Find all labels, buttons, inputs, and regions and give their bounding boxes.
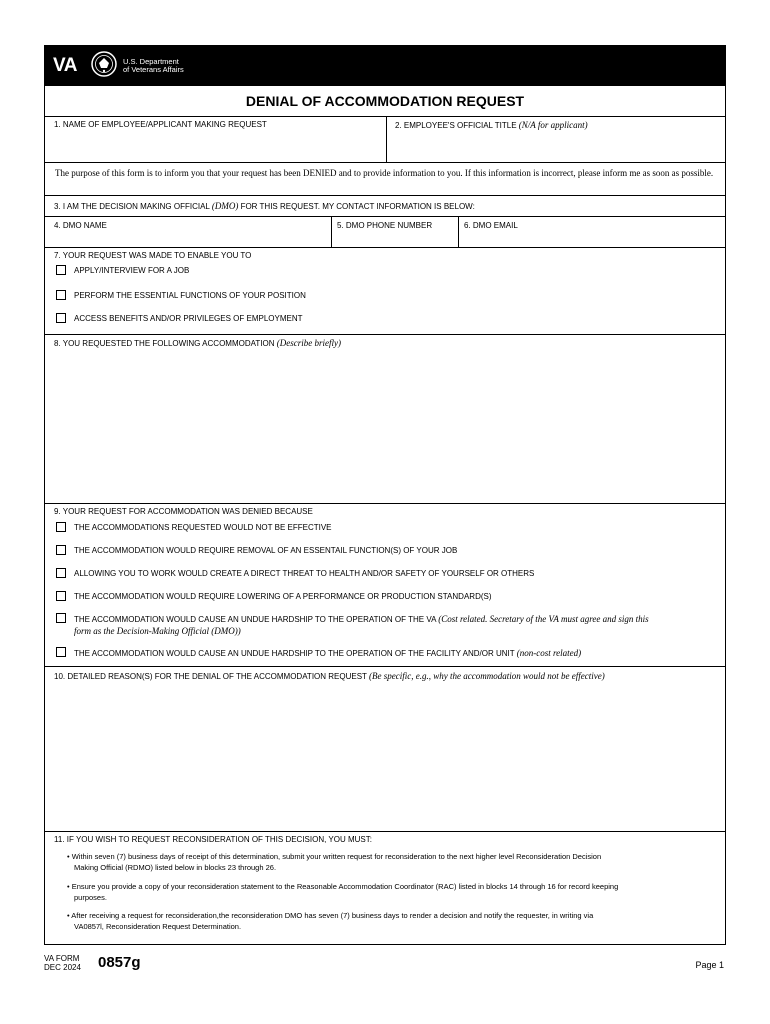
va-seal-icon [91, 51, 117, 77]
checkbox-undue-hardship-facility[interactable] [56, 647, 66, 657]
dmo-email-label: 6. DMO EMAIL [464, 221, 518, 230]
reconsideration-label: 11. IF YOU WISH TO REQUEST RECONSIDERATION OF THIS DECISION, YOU MUST: [54, 835, 372, 844]
checkbox-access-benefits-label: ACCESS BENEFITS AND/OR PRIVILEGES OF EMPLOYMENT [74, 314, 303, 323]
checkbox-remove-essential-function[interactable] [56, 545, 66, 555]
checkbox-remove-essential-function-label: THE ACCOMMODATION WOULD REQUIRE REMOVAL OF AN ESSENTAIL FUNCTION(S) OF YOUR JOB [74, 546, 458, 555]
denial-reason-label: 9. YOUR REQUEST FOR ACCOMMODATION WAS DENIED BECAUSE [54, 507, 313, 516]
accommodation-requested-label: 8. YOU REQUESTED THE FOLLOWING ACCOMMODATION (Describe briefly) [54, 338, 341, 348]
checkbox-access-benefits[interactable] [56, 313, 66, 323]
department-name: U.S. Department of Veterans Affairs [123, 57, 184, 74]
accommodation-requested-field[interactable] [47, 350, 723, 500]
detailed-reasons-field[interactable] [47, 683, 723, 828]
employee-name-field[interactable] [47, 132, 383, 160]
va-logo-text: VA [53, 55, 77, 76]
checkbox-not-effective-label: THE ACCOMMODATIONS REQUESTED WOULD NOT BE EFFECTIVE [74, 523, 332, 532]
form-title: DENIAL OF ACCOMMODATION REQUEST [245, 93, 525, 109]
official-title-label: 2. EMPLOYEE'S OFFICIAL TITLE (N/A for applicant) [395, 120, 588, 130]
checkbox-direct-threat-label: ALLOWING YOU TO WORK WOULD CREATE A DIRECT THREAT TO HEALTH AND/OR SAFETY OF YOURSELF OR OTHERS [74, 569, 535, 578]
dmo-name-label: 4. DMO NAME [54, 221, 107, 230]
employee-name-label: 1. NAME OF EMPLOYEE/APPLICANT MAKING REQUEST [54, 120, 267, 129]
reconsideration-bullet-1: • Within seven (7) business days of receipt of this determination, submit your written request for reconsideration to the next higher level Reconsideration Decision Making Official (RDMO) listed below in blocks 23 through 26. [67, 852, 602, 872]
checkbox-undue-hardship-va-label: THE ACCOMMODATION WOULD CAUSE AN UNDUE HARDSHIP TO THE OPERATION OF THE VA (Cost related. Secretary of the VA must agree and sign this [74, 614, 649, 624]
checkbox-not-effective[interactable] [56, 522, 66, 532]
checkbox-undue-hardship-va-note: form as the Decision-Making Official (DMO)) [74, 626, 241, 636]
form-container [44, 45, 726, 945]
reconsideration-bullet-2: • Ensure you provide a copy of your reconsideration statement to the Reasonable Accommodation Coordinator (RAC) listed in blocks 14 through 16 for record keeping purposes. [67, 882, 619, 902]
checkbox-lower-standard-label: THE ACCOMMODATION WOULD REQUIRE LOWERING OF A PERFORMANCE OR PRODUCTION STANDARD(S) [74, 592, 492, 601]
checkbox-essential-functions-label: PERFORM THE ESSENTIAL FUNCTIONS OF YOUR POSITION [74, 291, 306, 300]
checkbox-undue-hardship-facility-label: THE ACCOMMODATION WOULD CAUSE AN UNDUE HARDSHIP TO THE OPERATION OF THE FACILITY AND/OR UNIT (non-cost related) [74, 648, 582, 658]
footer-form-number: 0857g [98, 954, 141, 971]
checkbox-essential-functions[interactable] [56, 290, 66, 300]
reconsideration-bullet-3: • After receiving a request for reconsideration,the reconsideration DMO has seven (7) business days to render a decision and notify the requester, in writing via VA0857l, Reconsideration Request Determination. [67, 911, 594, 931]
checkbox-apply-interview-label: APPLY/INTERVIEW FOR A JOB [74, 266, 190, 275]
dmo-phone-label: 5. DMO PHONE NUMBER [337, 221, 433, 230]
checkbox-apply-interview[interactable] [56, 265, 66, 275]
purpose-statement: The purpose of this form is to inform you that your request has been DENIED and to provide information to you. If this information is incorrect, please inform me as soon as possible. [55, 168, 714, 178]
request-purpose-label: 7. YOUR REQUEST WAS MADE TO ENABLE YOU TO [54, 251, 252, 260]
dmo-statement: 3. I AM THE DECISION MAKING OFFICIAL (DMO) FOR THIS REQUEST. MY CONTACT INFORMATION IS BELOW: [54, 201, 475, 211]
dmo-email-field[interactable] [460, 232, 722, 246]
checkbox-lower-standard[interactable] [56, 591, 66, 601]
form-header [45, 46, 725, 86]
official-title-field[interactable] [389, 132, 723, 160]
checkbox-direct-threat[interactable] [56, 568, 66, 578]
footer-page-number: Page 1 [695, 960, 724, 970]
dmo-phone-field[interactable] [333, 232, 456, 246]
footer-form-label: VA FORM DEC 2024 [44, 954, 81, 972]
checkbox-undue-hardship-va[interactable] [56, 613, 66, 623]
detailed-reasons-label: 10. DETAILED REASON(S) FOR THE DENIAL OF THE ACCOMMODATION REQUEST (Be specific, e.g., why the accommodation would not be effective) [54, 671, 605, 681]
dmo-name-field[interactable] [47, 232, 329, 246]
